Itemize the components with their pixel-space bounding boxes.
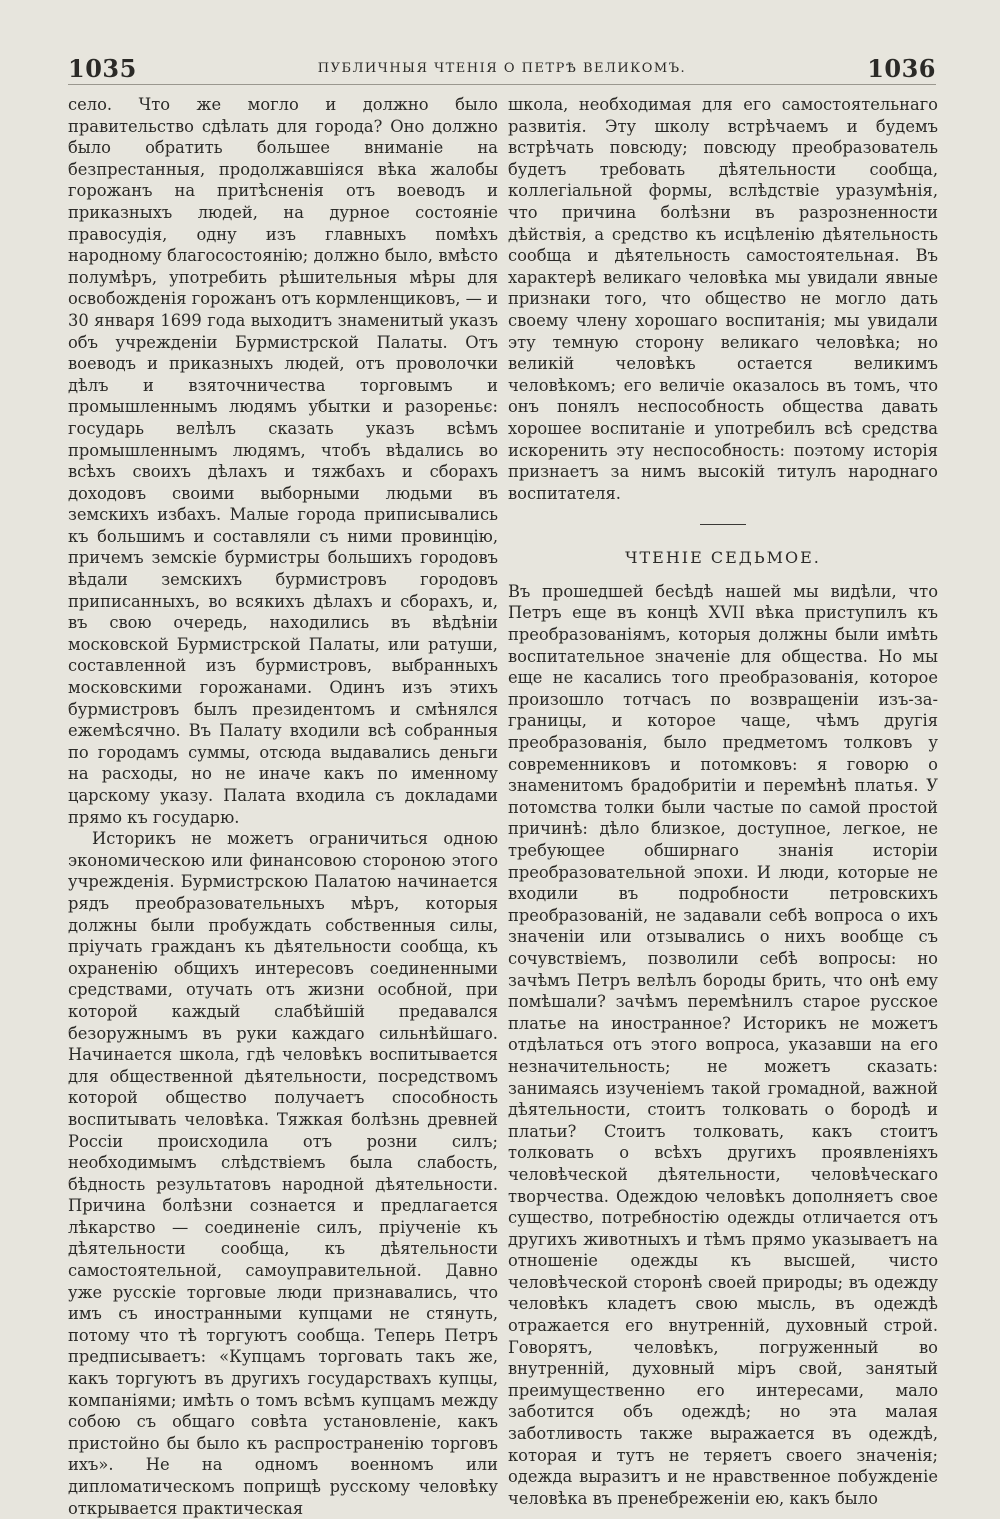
- page-header: [68, 52, 936, 85]
- left-column: [68, 94, 498, 1519]
- section-divider: [700, 524, 746, 525]
- paragraph: село. Что же могло и должно было правительство сдѣлать для города? Оно должно было обратить большее вниманіе на безпрестанныя, продолжавшіяся вѣка жалобы горожанъ на притѣсненія отъ воеводъ и приказныхъ людей, на дурное состояніе правосудія, одну изъ главныхъ помѣхъ народному благосостоянію; должно было, вмѣсто полумѣръ, употребить рѣшительныя мѣры для освобожденія горожанъ отъ кормленщиковъ, — и 30 января 1699 года выходитъ знаменитый указъ объ учрежденіи Бурмистрской Палаты. Отъ воеводъ и приказныхъ людей, отъ проволочки дѣлъ и взяточничества торговымъ и промышленнымъ людямъ убытки и разореньє: государь велѣлъ сказать указъ всѣмъ промышленнымъ людямъ, чтобъ вѣдались во всѣхъ своихъ дѣлахъ и тяжбахъ и сборахъ доходовъ своими выборными людьми въ земскихъ избахъ. Малые города приписывались къ большимъ и составляли съ ними провинцію, причемъ земскіе бурмистры большихъ городовъ вѣдали земскихъ бурмистровъ городовъ приписанныхъ, во всякихъ дѣлахъ и сборахъ, и, въ свою очередь, находились въ вѣдѣніи московской Бурмистрской Палаты, или ратуши, составленной изъ бурмистровъ, выбранныхъ московскими горожанами. Одинъ изъ этихъ бурмистровъ былъ президентомъ и смѣнялся ежемѣсячно. Въ Палату входили всѣ собранныя по городамъ суммы, отсюда выдавались деньги на расходы, но не иначе какъ по именному царскому указу. Палата входила съ докладами прямо къ государю.: [68, 95, 498, 827]
- paragraph: Въ прошедшей бесѣдѣ нашей мы видѣли, что Петръ еще въ концѣ XVII вѣка приступилъ къ преобразованіямъ, которыя должны были имѣть воспитательное значеніе для общества. Но мы еще не касались того преобразованія, которое произошло тотчасъ по возвращеніи изъ-за-границы, и которое чаще, чѣмъ другія преобразованія, было предметомъ толковъ у современниковъ и потомковъ: я говорю о знаменитомъ брадобритіи и перемѣнѣ платья. У потомства толки были частые по самой простой причинѣ: дѣло близкое, доступное, легкое, не требующее обширнаго знанія исторіи преобразовательной эпохи. И люди, которые не входили въ подробности петровскихъ преобразованій, не задавали себѣ вопроса о ихъ значеніи или отзывались о нихъ вообще съ сочувствіемъ, позволили себѣ вопросы: но зачѣмъ Петръ велѣлъ бороды брить, что онѣ ему помѣшали? зачѣмъ перемѣнилъ старое русское платье на иностранное? Историкъ не можетъ отдѣлаться отъ этого вопроса, указавши на его незначительность; не можетъ сказать: занимаясь изученіемъ такой громадной, важной дѣятельности, стоитъ толковать о бородѣ и платьи? Стоитъ толковать, какъ стоитъ толковать о всѣхъ другихъ проявленіяхъ человѣческой дѣятельности, человѣческаго творчества. Одеждою человѣкъ дополняетъ свое существо, потребностію одежды отличается отъ другихъ животныхъ и тѣмъ прямо указываетъ на отношеніе одежды къ высшей, чисто человѣческой сторонѣ своей природы; въ одежду человѣкъ кладетъ свою мысль, въ одеждѣ отражается его внутренній, духовный строй. Говорятъ, человѣкъ, погруженный во внутренній, духовный міръ свой, занятый преимущественно его интересами, мало заботится объ одеждѣ; но эта малая заботливость также выражается въ одеждѣ, которая и тутъ не теряетъ своего значенія; одежда выразитъ и не нравственное побужденіе человѣка въ пренебреженіи ею, какъ было: [508, 581, 938, 1508]
- paragraph: школа, необходимая для его самостоятельнаго развитія. Эту школу встрѣчаемъ и будемъ встрѣчать повсюду; повсюду преобразователь будетъ требовать дѣятельности сообща, коллегіальной формы, вслѣдствіе уразумѣнія, что причина болѣзни въ разрозненности дѣйствія, а средство къ исцѣленію дѣятельность сообща и дѣятельность самостоятельная. Въ характерѣ великаго человѣка мы увидали явные признаки того, что общество не могло дать своему члену хорошаго воспитанія; мы увидали эту темную сторону великаго человѣка; но великій человѣкъ остается великимъ человѣкомъ; его величіе оказалось въ томъ, что онъ понялъ неспособность общества давать хорошее воспитаніе и употребилъ всѣ средства искоренить эту неспособность: поэтому исторія признаетъ за нимъ высокій титулъ народнаго воспитателя.: [508, 95, 938, 503]
- page-number-left: 1035: [68, 53, 137, 83]
- page-number-right: 1036: [867, 53, 936, 83]
- right-column: [508, 94, 938, 1509]
- chapter-heading: ЧТЕНІЕ СЕДЬМОЕ.: [625, 548, 821, 568]
- paragraph: Историкъ не можетъ ограничиться одною экономическою или финансовою стороною этого учрежденія. Бурмистрскою Палатою начинается рядъ преобразовательныхъ мѣръ, которыя должны были пробуждать собственныя силы, пріучать гражданъ къ дѣятельности сообща, къ охраненію общихъ интересовъ соединенными средствами, отучать отъ жизни особной, при которой каждый слабѣйшій предавался безоружнымъ въ руки каждаго сильнѣйшаго. Начинается школа, гдѣ человѣкъ воспитывается для общественной дѣятельности, посредствомъ которой общество получаетъ способность воспитывать человѣка. Тяжкая болѣзнь древней Россіи происходила отъ розни силъ; необходимымъ слѣдствіемъ была слабость, бѣдность результатовъ народной дѣятельности. Причина болѣзни сознается и предлагается лѣкарство — соединеніе силъ, пріученіе къ дѣятельности сообща, къ дѣятельности самостоятельной, самоуправительной. Давно уже русскіе торговые люди признавались, что имъ съ иностранными купцами не стянуть, потому что тѣ торгуютъ сообща. Теперь Петръ предписываетъ: «Купцамъ торговать такъ же, какъ торгуютъ въ другихъ государствахъ купцы, компаніями; имѣть о томъ всѣмъ купцамъ между собою съ общаго совѣта установленіе, какъ пристойно бы было къ распространенію торговъ ихъ». Не на одномъ военномъ или дипломатическомъ поприщѣ русскому человѣку открывается практическая: [68, 829, 498, 1518]
- running-title: ПУБЛИЧНЫЯ ЧТЕНІЯ О ПЕТРѢ ВЕЛИКОМЪ.: [317, 60, 687, 76]
